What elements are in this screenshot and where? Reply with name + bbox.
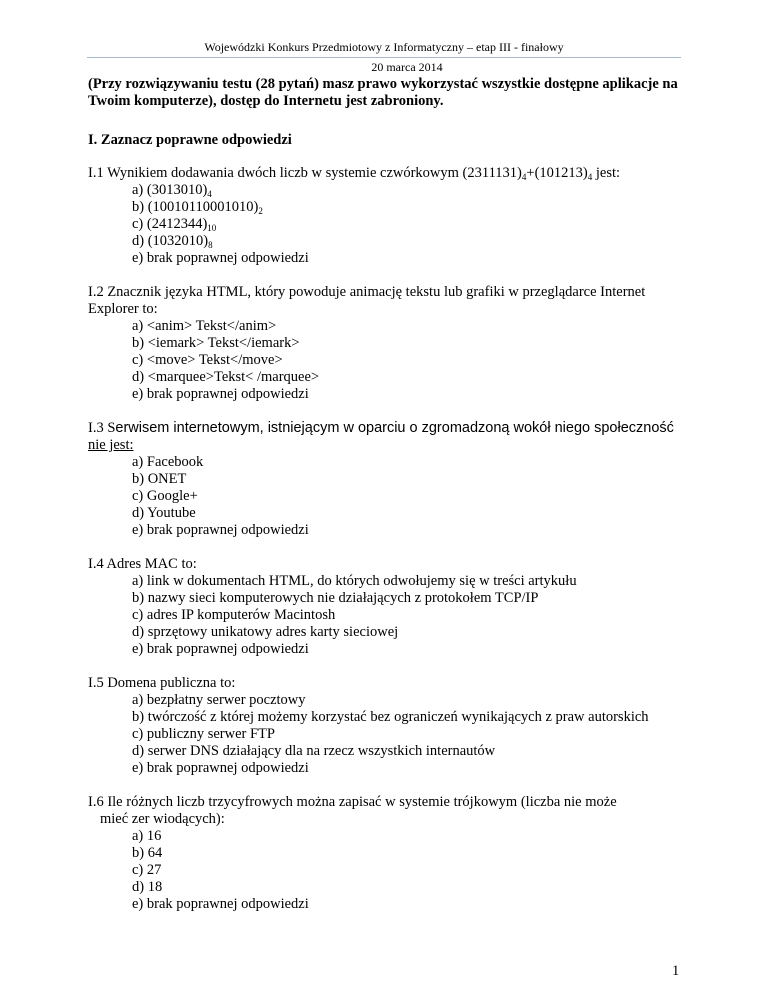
question-2-answers [88, 318, 688, 403]
page-number: 1 [672, 963, 680, 979]
answer-option: a) Facebook [132, 454, 204, 470]
answer-option: a) $(3013010)_4$ [132, 182, 212, 199]
question-3-answers [88, 454, 688, 539]
answer-option: e) brak poprawnej odpowiedzi [132, 386, 309, 402]
page-header-date: 20 marca 2014 [371, 60, 443, 74]
answer-option: a) link w dokumentach HTML, do których odwołujemy się w treści artykułu [132, 573, 577, 589]
answer-option: c) publiczny serwer FTP [132, 726, 275, 742]
answer-option: e) brak poprawnej odpowiedzi [132, 896, 309, 912]
answer-option: e) brak poprawnej odpowiedzi [132, 760, 309, 776]
question-6-text: I.6 Ile różnych liczb trzycyfrowych można zapisać w systemie trójkowym (liczba nie może mieć zer wiodących): [88, 794, 617, 827]
question-2 [88, 284, 688, 403]
section-title: I. Zaznacz poprawne odpowiedzi [88, 132, 292, 148]
answer-option: b) ONET [132, 471, 187, 487]
answer-option: d) $(1032010)_8$ [132, 233, 213, 250]
answer-option: e) brak poprawnej odpowiedzi [132, 641, 309, 657]
answer-option: d) <marquee>Tekst< /marquee> [132, 369, 320, 385]
question-2-text: I.2 Znacznik języka HTML, który powoduje animację tekstu lub grafiki w przeglądarce Internet Explorer to: [88, 284, 646, 317]
question-6 [88, 794, 688, 913]
answer-option: d) serwer DNS działający dla na rzecz wszystkich internautów [132, 743, 496, 759]
question-4-text: I.4 Adres MAC to: [88, 556, 197, 572]
answer-option: c) <move> Tekst</move> [132, 352, 283, 368]
question-6-answers [88, 828, 688, 913]
answer-option: e) brak poprawnej odpowiedzi [132, 522, 309, 538]
answer-option: c) $(2412344)_{10}$ [132, 216, 217, 233]
answer-option: b) nazwy sieci komputerowych nie działających z protokołem TCP/IP [132, 590, 539, 606]
answer-option: a) 16 [132, 828, 162, 844]
intro-paragraph: (Przy rozwiązywaniu testu (28 pytań) masz prawo wykorzystać wszystkie dostępne aplikacje na Twoim komputerze), dostęp do Internetu jest zabroniony. [88, 76, 678, 109]
answer-option: a) bezpłatny serwer pocztowy [132, 692, 306, 708]
question-1-text: I.1 Wynikiem dodawania dwóch liczb w systemie czwórkowym $(2311131)_4+(101213)_4$ jest: [88, 165, 621, 182]
answer-option: b) 64 [132, 845, 163, 861]
answer-option: b) <iemark> Tekst</iemark> [132, 335, 300, 351]
answer-option: c) adres IP komputerów Macintosh [132, 607, 336, 623]
question-1-answers [88, 182, 688, 267]
answer-option: c) 27 [132, 862, 162, 878]
question-4-answers [88, 573, 688, 658]
document-body [88, 76, 688, 930]
question-3 [88, 420, 688, 539]
answer-option: d) sprzętowy unikatowy adres karty sieciowej [132, 624, 399, 640]
answer-option: c) Google+ [132, 488, 198, 504]
answer-option: b) $(10010110001010)_2$ [132, 199, 263, 216]
question-5 [88, 675, 688, 777]
question-5-answers [88, 692, 688, 777]
header-divider [87, 57, 681, 58]
answer-option: a) <anim> Tekst</anim> [132, 318, 277, 334]
answer-option: b) twórczość z której możemy korzystać bez ograniczeń wynikających z praw autorskich [132, 709, 649, 725]
answer-option: d) Youtube [132, 505, 196, 521]
question-5-text: I.5 Domena publiczna to: [88, 675, 236, 691]
answer-option: e) brak poprawnej odpowiedzi [132, 250, 309, 266]
page-header-title: Wojewódzki Konkurs Przedmiotowy z Informatyczny – etap III - finałowy [204, 40, 564, 54]
answer-option: d) 18 [132, 879, 163, 895]
question-3-text: I.3 Serwisem internetowym, istniejącym w oparciu o zgromadzoną wokół niego społeczność nie jest: [88, 420, 674, 453]
question-1 [88, 165, 688, 267]
question-4 [88, 556, 688, 658]
